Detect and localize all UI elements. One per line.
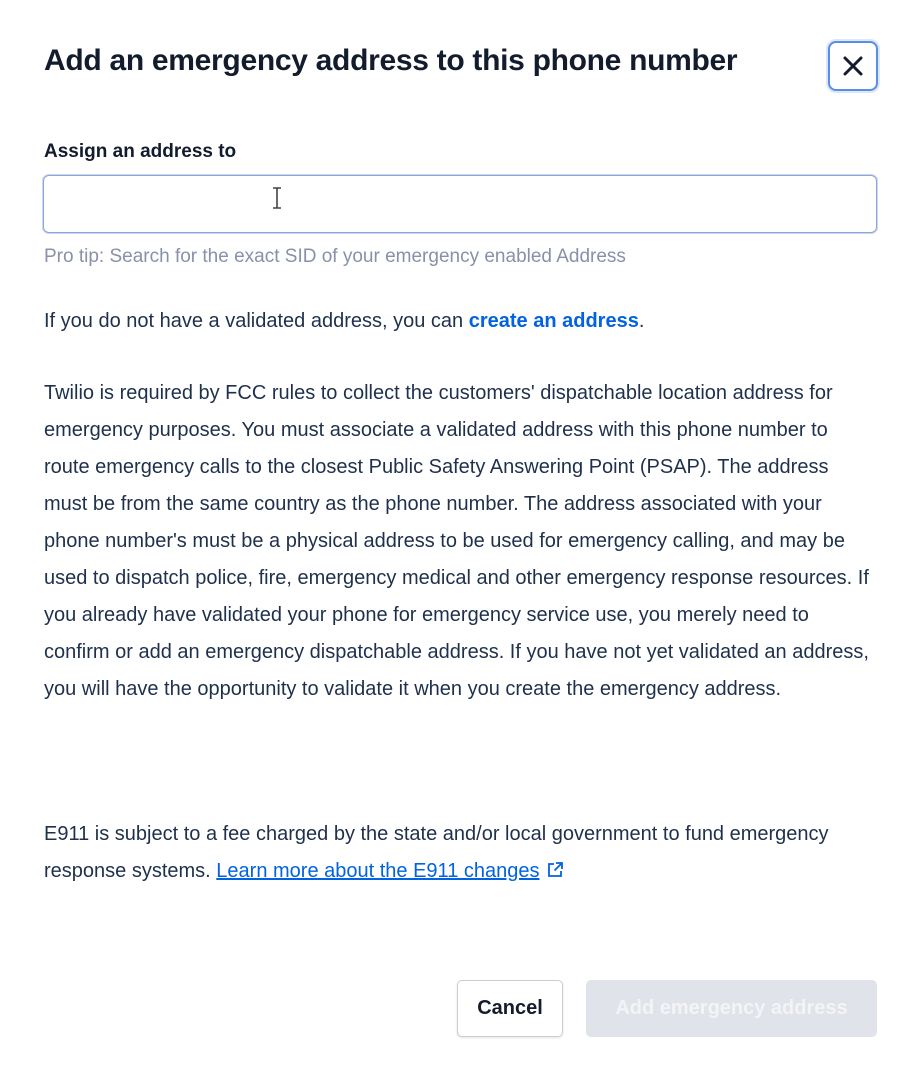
external-link-icon bbox=[546, 861, 564, 879]
e911-link-label: Learn more about the E911 changes bbox=[216, 860, 540, 882]
no-address-text bbox=[44, 303, 874, 340]
e911-changes-link[interactable] bbox=[216, 860, 563, 882]
dialog-title: Add an emergency address to this phone number bbox=[44, 44, 738, 77]
close-icon bbox=[841, 54, 865, 78]
cancel-button[interactable]: Cancel bbox=[457, 980, 563, 1037]
assign-address-label: Assign an address to bbox=[44, 141, 237, 162]
e911-fee-text bbox=[44, 816, 874, 890]
intro-prefix: If you do not have a validated address, you can bbox=[44, 310, 469, 332]
add-emergency-address-button[interactable]: Add emergency address bbox=[586, 980, 877, 1037]
fee-text: E911 is subject to a fee charged by the state and/or local government to fund emergency response systems. bbox=[44, 823, 829, 882]
help-text: Pro tip: Search for the exact SID of your emergency enabled Address bbox=[44, 246, 626, 267]
close-button[interactable] bbox=[828, 41, 878, 91]
intro-suffix: . bbox=[638, 310, 645, 332]
fcc-rules-text: Twilio is required by FCC rules to collect the customers' dispatchable location address for emergency purposes. You must associate a validated address with this phone number to route emergency calls to the closest Public Safety Answering Point (PSAP). The address must be from the same country as the phone number. The address associated with your phone number's must be a physical address to be used for emergency calling, and may be used to dispatch police, fire, emergency medical and other emergency response resources. If you already have validated your phone for emergency service use, you merely need to confirm or add an emergency dispatchable address. If you have not yet validated an address, you will have the opportunity to validate it when you create the emergency address. bbox=[44, 382, 869, 700]
address-search-input[interactable] bbox=[43, 175, 877, 233]
create-address-link[interactable]: create an address bbox=[468, 310, 639, 332]
text-cursor-icon bbox=[270, 186, 284, 210]
